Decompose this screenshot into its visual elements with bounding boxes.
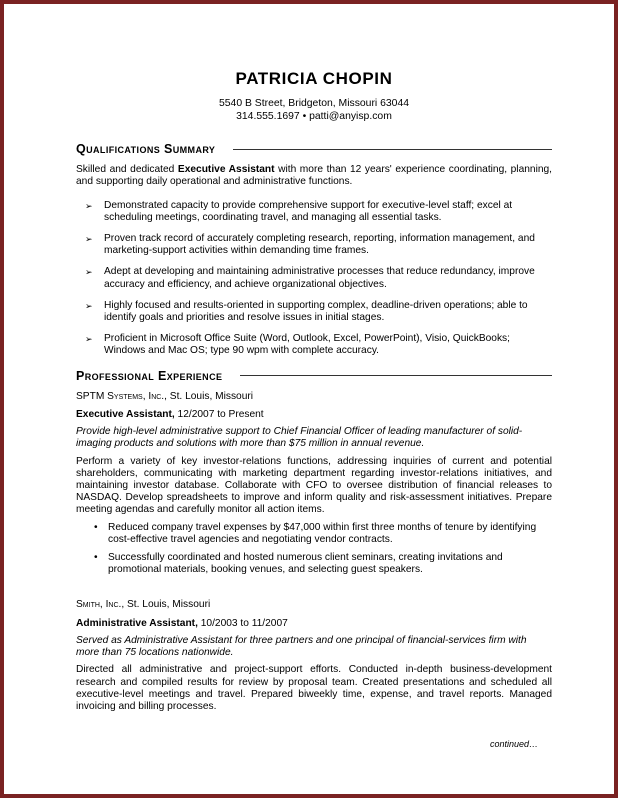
address: 5540 B Street, Bridgeton, Missouri 63044 (218, 98, 410, 109)
spacer (76, 582, 552, 599)
list-item (76, 333, 552, 357)
job-description: Directed all administrative and project-support efforts. Conducted in-depth business-development research and compiled results for review by proposal team. Created presentations and scheduled all executive-level meetings and travel. Prepared biweekly time, expense, and travel reports. Managed invoicing and billing processes. (76, 664, 552, 712)
continued-note: continued… (489, 739, 538, 749)
list-item-text: Reduced company travel expenses by $47,000 within first three months of tenure by identifying cost-effective travel agencies and negotiating vendor contracts. (108, 521, 537, 545)
arrow-bullet-icon: ➢ (85, 334, 93, 345)
company-name: Smith, Inc. (76, 599, 122, 611)
phone: 314.555.1697 (236, 111, 300, 122)
arrow-bullet-icon: ➢ (85, 267, 93, 278)
job-description: Perform a variety of key investor-relations functions, addressing inquiries of current and potential shareholders, communicating with marketing department regarding investor-relations initiatives, and maintaining investor database. Collaborate with CFO to oversee distribution of financial releases to NASDAQ. Develop spreadsheets to improve and inform quality and risk-assessment initiatives. Prepare meeting agendas and carefully monitor all action items. (76, 455, 552, 516)
section-rule (240, 375, 552, 376)
candidate-name: PATRICIA CHOPIN (235, 69, 393, 88)
arrow-bullet-icon: ➢ (85, 234, 93, 245)
list-item-text: Proficient in Microsoft Office Suite (Word, Outlook, Excel, PowerPoint), Visio, QuickBooks; Windows and Mac OS; type 90 wpm with complete accuracy. (104, 333, 510, 357)
list-item-text: Successfully coordinated and hosted numerous client seminars, creating invitations and promotional materials, booking venues, and selecting guest speakers. (108, 552, 503, 576)
list-item (76, 266, 552, 290)
bullet-icon: • (94, 521, 98, 533)
bullet-icon: • (94, 552, 98, 564)
job-title: Executive Assistant, (76, 409, 175, 421)
qualifications-section-header (76, 143, 552, 155)
list-item-text: Proven track record of accurately completing research, reporting, information management, and marketing-support activities within demanding time frames. (104, 233, 535, 257)
summary-paragraph (76, 164, 552, 188)
company-location: , St. Louis, Missouri (164, 390, 254, 402)
section-rule (233, 149, 552, 150)
list-item (76, 522, 552, 546)
job-title: Administrative Assistant, (76, 617, 198, 629)
arrow-bullet-icon: ➢ (85, 300, 93, 311)
experience-section-header (76, 370, 552, 382)
list-item-text: Adept at developing and maintaining administrative processes that reduce redundancy, improve accuracy and efficiency, and achieve organizational objectives. (104, 266, 535, 290)
list-item-text: Highly focused and results-oriented in supporting complex, deadline-driven operations; able to identify goals and priorities and resolve issues in initial stages. (104, 299, 528, 324)
company-location: , St. Louis, Missouri (121, 599, 211, 611)
list-item-text: Demonstrated capacity to provide comprehensive support for executive-level staff; excel at scheduling meetings, coordinating travel, and managing all essential tasks. (104, 199, 513, 223)
email: patti@anyisp.com (309, 111, 392, 122)
qualifications-list (76, 200, 552, 358)
job-company-line (76, 391, 552, 403)
summary-bold: Executive Assistant (177, 164, 275, 176)
contact-line (76, 110, 552, 123)
list-item (76, 200, 552, 224)
job-summary: Served as Administrative Assistant for three partners and one principal of financial-services firm with more than 75 locations nationwide. (76, 634, 527, 659)
list-item (76, 233, 552, 257)
list-item (76, 300, 552, 324)
experience-heading: Professional Experience (76, 368, 223, 383)
job-dates: 12/2007 to Present (174, 409, 264, 421)
job-company-line (76, 599, 552, 611)
resume-content (76, 70, 552, 713)
summary-text: Skilled and dedicated (76, 164, 178, 176)
job-title-line (76, 618, 552, 630)
job-dates: 10/2003 to 11/2007 (197, 617, 288, 629)
summary-text: with more than 12 years' experience coordinating, planning, and supporting daily operational and administrative functions. (76, 164, 552, 188)
job-summary: Provide high-level administrative support to Chief Financial Officer of leading manufacturer of solid-imaging products and solutions with more than $75 million in annual revenue. (76, 426, 523, 450)
company-name: SPTM Systems, Inc. (76, 390, 165, 402)
list-item (76, 552, 552, 576)
job-title-line (76, 409, 552, 421)
arrow-bullet-icon: ➢ (85, 200, 93, 211)
achievements-list (76, 522, 552, 577)
qualifications-heading: Qualifications Summary (76, 142, 216, 156)
separator-dot: • (302, 111, 307, 122)
